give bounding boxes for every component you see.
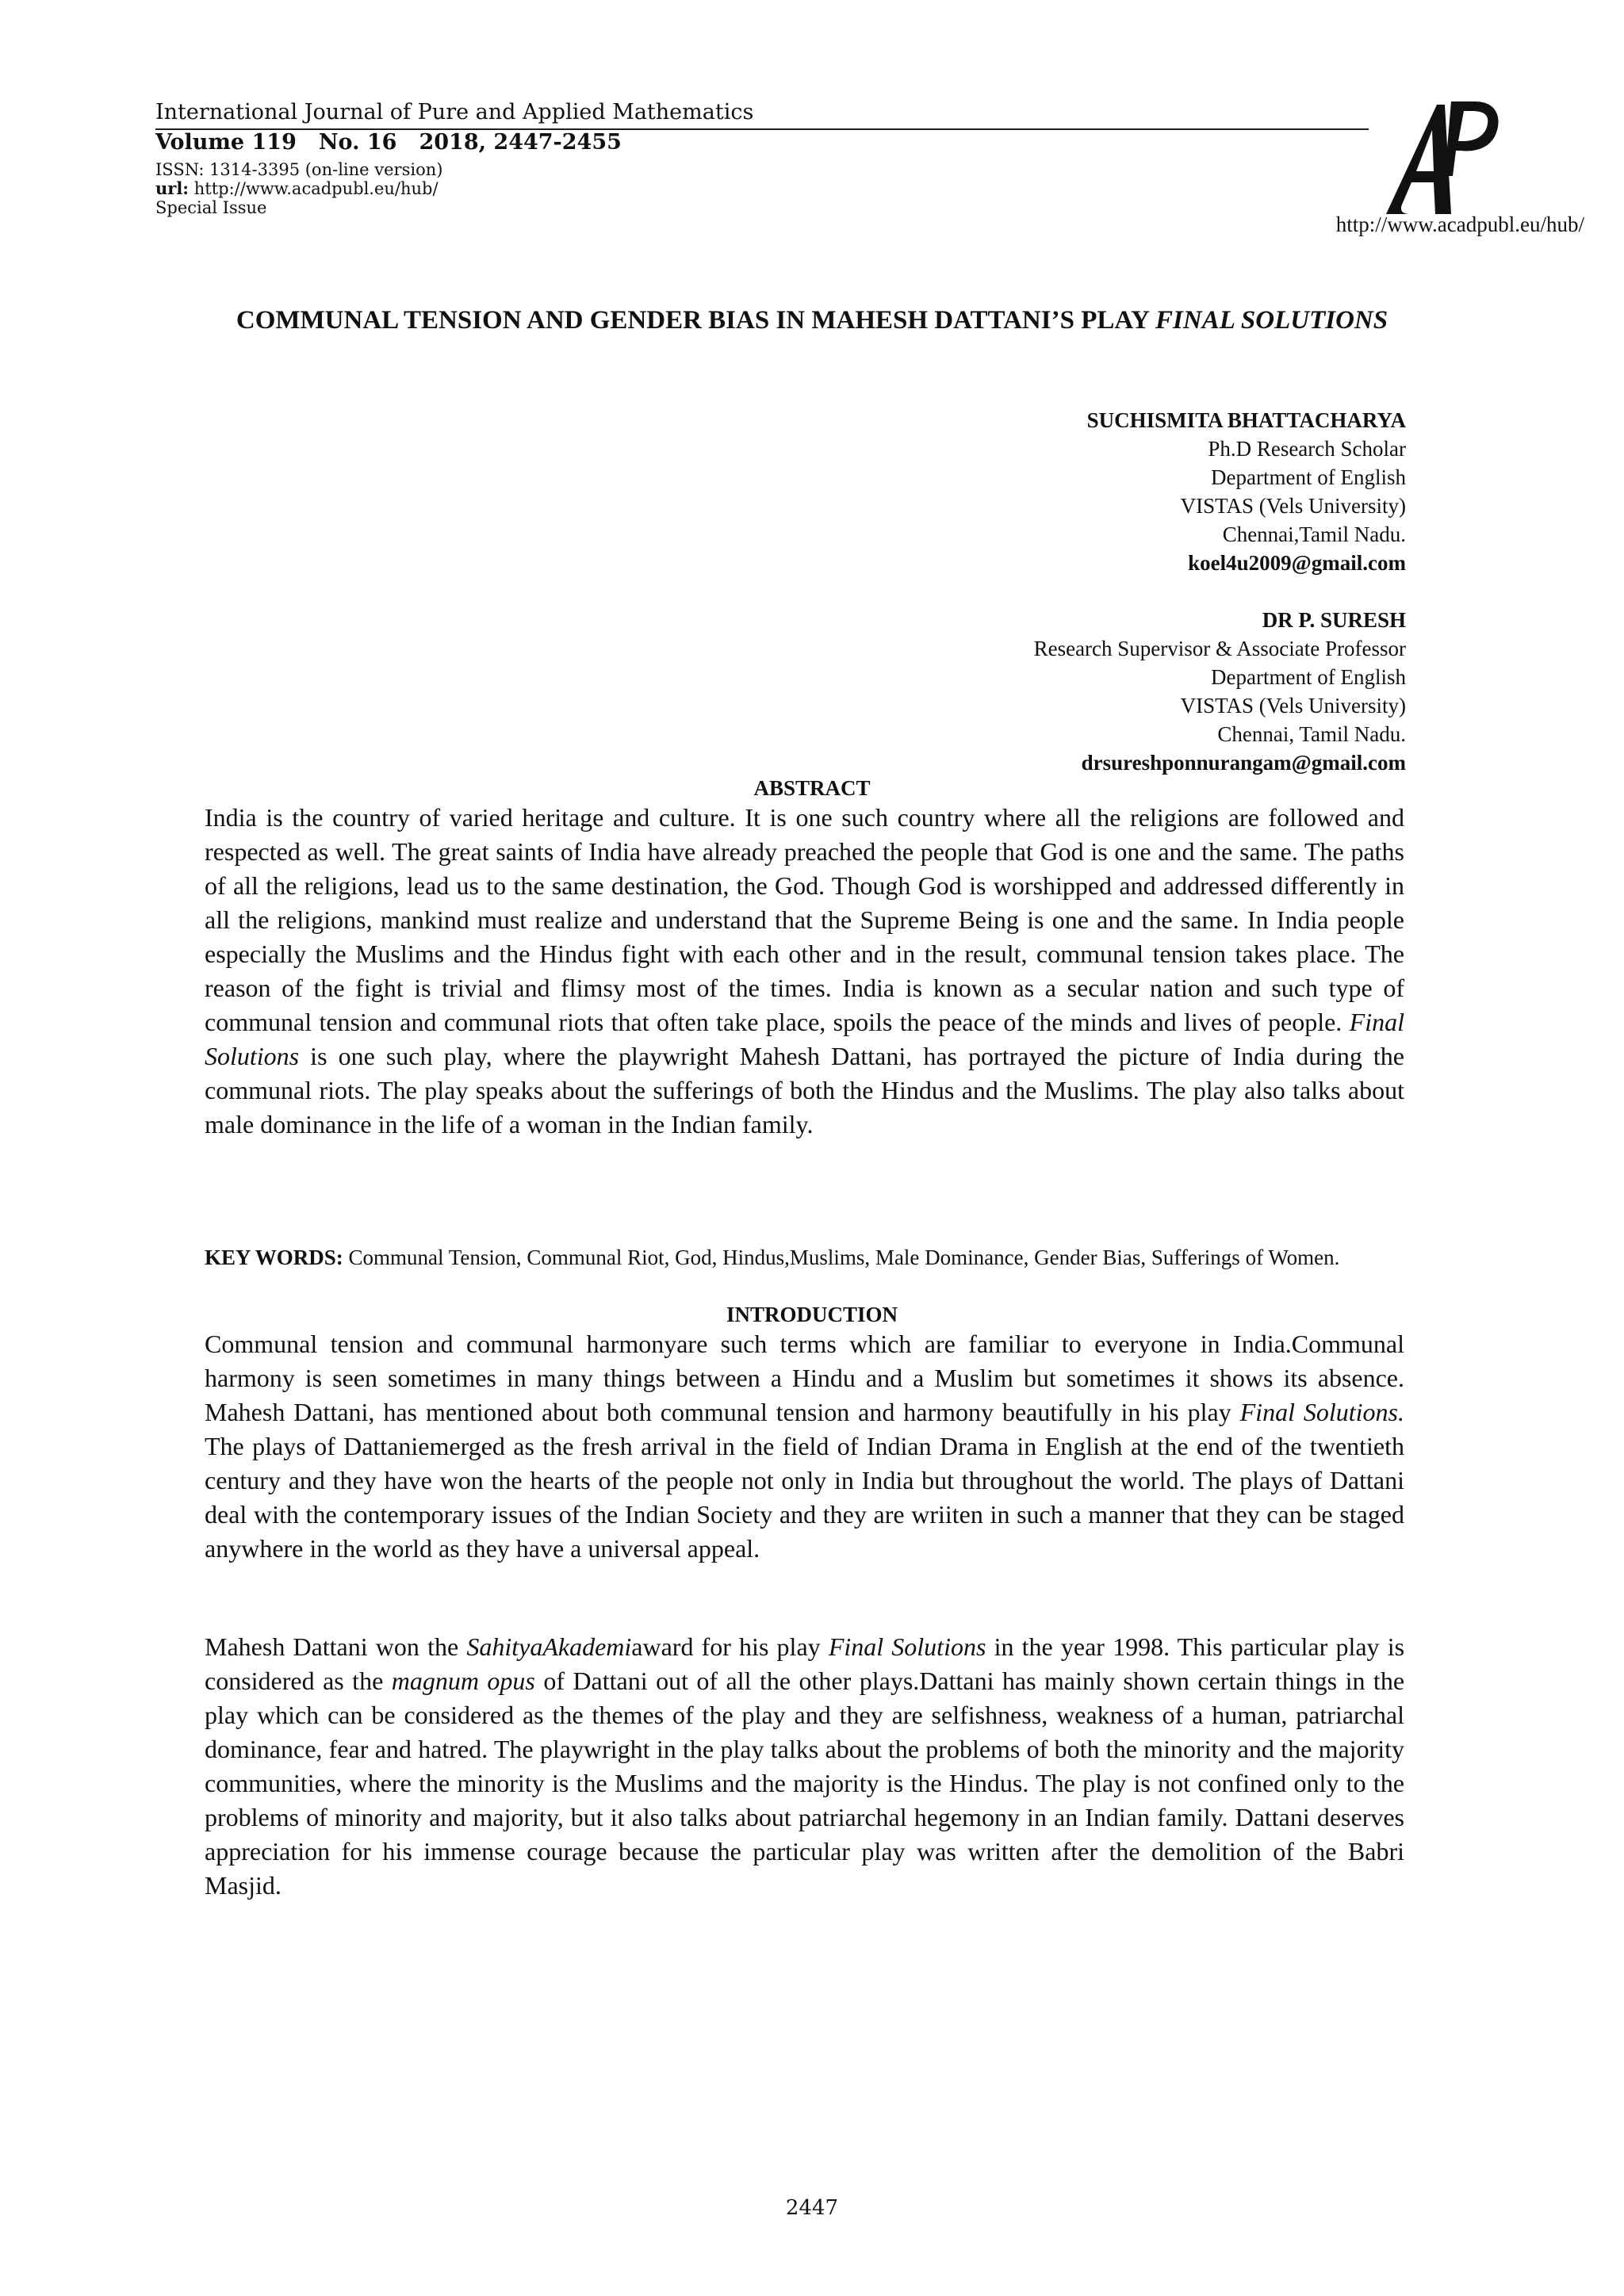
volume-line xyxy=(155,130,644,155)
intro-p2-d: of Dattani out of all the other plays.Dattani has mainly shown certain things in the play which can be considered as the themes of the play and they are selfishness, weakness of a human, patriarchal dominance, fear and hatred. The playwright in the play talks about the problems of both the minority and the majority communities, where the minority is the Muslims and the majority is the Hindus. The play is not confined only to the problems of minority and majority, but it also talks about patriarchal hegemony in an Indian family. Dattani deserves appreciation for his immense courage because the particular play was written after the demolition of the Babri Masjid. xyxy=(205,1667,1405,1900)
author-email[interactable]: drsureshponnurangam@gmail.com xyxy=(1081,751,1406,775)
page-number: 2447 xyxy=(785,2196,839,2220)
intro-p2-a: Mahesh Dattani won the xyxy=(205,1632,467,1661)
journal-header xyxy=(155,100,1369,125)
abstract-heading: ABSTRACT xyxy=(753,776,871,800)
journal-url[interactable]: http://www.acadpubl.eu/hub/ xyxy=(193,179,439,198)
journal-url-line xyxy=(155,179,442,198)
keywords-label: KEY WORDS: xyxy=(205,1246,343,1269)
author-location: Chennai, Tamil Nadu. xyxy=(1217,722,1406,746)
abstract-text-start: India is the country of varied heritage and culture. It is one such country where all the religions are followed and respected as well. The great saints of India have already preached the people that God is one and the same. The paths of all the religions, lead us to the same destination, the God. Though God is worshipped and addressed differently in all the religions, mankind must realize and understand that the Supreme Being is one and the same. In India people especially the Muslims and the Hindus fight with each other and in the result, communal tension takes place. The reason of the fight is trivial and flimsy most of the times. India is known as a secular nation and such type of communal tension and communal riots that often take place, spoils the peace of the minds and lives of people. xyxy=(205,803,1404,1036)
year-pages: 2018, 2447-2455 xyxy=(419,130,622,155)
intro-p2-magnum-opus: magnum opus xyxy=(391,1667,535,1695)
author-2 xyxy=(1034,606,1406,777)
author-institution: VISTAS (Vels University) xyxy=(1180,694,1406,718)
introduction-paragraph-2 xyxy=(205,1630,1404,1903)
author-department: Department of English xyxy=(1211,465,1406,489)
abstract-text-end: is one such play, where the playwright Mahesh Dattani, has portrayed the picture of India during the communal riots. The play speaks about the sufferings of both the Hindus and the Muslims. The play also talks about male dominance in the life of a woman in the Indian family. xyxy=(205,1042,1404,1138)
keywords-list: Communal Tension, Communal Riot, God, Hindus,Muslims, Male Dominance, Gender Bias, Sufferings of Women. xyxy=(343,1246,1340,1269)
journal-meta xyxy=(155,160,442,217)
introduction-heading: INTRODUCTION xyxy=(726,1303,898,1326)
abstract-play-title: Final Solutions xyxy=(205,1008,1404,1070)
volume: Volume 119 xyxy=(155,130,297,155)
title-main: COMMUNAL TENSION AND GENDER BIAS IN MAHESH DATTANI’S PLAY xyxy=(236,306,1156,335)
publisher-url[interactable]: http://www.acadpubl.eu/hub/ xyxy=(1335,212,1584,236)
author-role: Research Supervisor & Associate Professor xyxy=(1033,637,1406,660)
author-email[interactable]: koel4u2009@gmail.com xyxy=(1188,551,1406,575)
author-institution: VISTAS (Vels University) xyxy=(1180,494,1406,518)
journal-name: International Journal of Pure and Applied Mathematics xyxy=(155,100,754,124)
introduction-paragraph-1 xyxy=(205,1327,1404,1566)
issue-number: No. 16 xyxy=(318,130,397,155)
intro-p1-play-title: Final Solutions. xyxy=(1239,1398,1405,1426)
url-label: url: xyxy=(155,178,190,198)
paper-title xyxy=(206,303,1418,338)
author-1 xyxy=(1087,406,1406,577)
keywords xyxy=(205,1243,1404,1272)
author-location: Chennai,Tamil Nadu. xyxy=(1222,522,1406,546)
issn: ISSN: 1314-3395 (on-line version) xyxy=(155,160,443,179)
title-italic: FINAL SOLUTIONS xyxy=(1155,306,1388,335)
intro-p2-b: award for his play xyxy=(631,1632,829,1661)
intro-p1-start: Communal tension and communal harmonyare such terms which are familiar to everyone in India.Communal harmony is seen sometimes in many things between a Hindu and a Muslim but sometimes it shows its absence. Mahesh Dattani, has mentioned about both communal tension and harmony beautifully in his play xyxy=(205,1330,1404,1426)
author-name: DR P. SURESH xyxy=(1262,608,1406,632)
publisher-logo xyxy=(1378,94,1505,220)
abstract-text xyxy=(205,801,1404,1142)
intro-p1-end: The plays of Dattaniemerged as the fresh arrival in the field of Indian Drama in English at the end of the twentieth century and they have won the hearts of the people not only in India but throughout the world. The plays of Dattani deal with the contemporary issues of the Indian Society and they are wriiten in such a manner that they can be staged anywhere in the world as they have a universal appeal. xyxy=(205,1432,1404,1563)
intro-p2-award: SahityaAkademi xyxy=(466,1632,632,1661)
intro-p2-c: in the year 1998. This particular play is considered as the xyxy=(205,1632,1405,1695)
author-name: SUCHISMITA BHATTACHARYA xyxy=(1086,408,1406,432)
author-role: Ph.D Research Scholar xyxy=(1208,437,1406,461)
intro-p2-play-title: Final Solutions xyxy=(828,1632,986,1661)
issue-type: Special Issue xyxy=(155,198,267,217)
author-department: Department of English xyxy=(1211,665,1406,689)
